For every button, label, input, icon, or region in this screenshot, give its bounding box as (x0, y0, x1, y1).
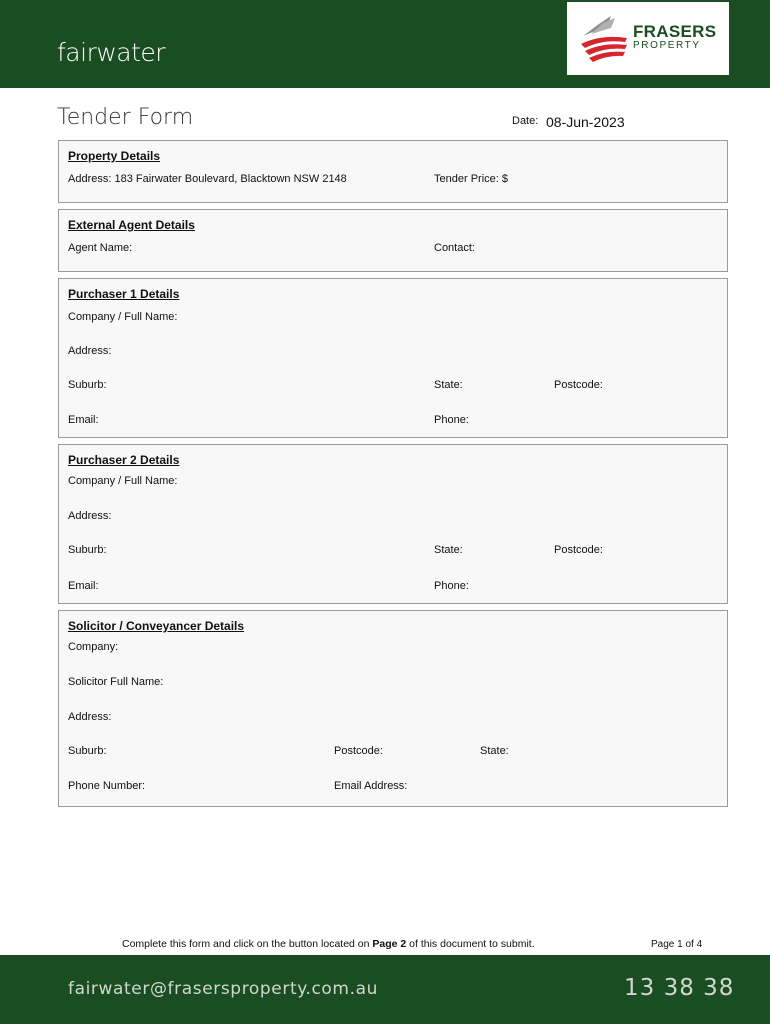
section-title: External Agent Details (68, 218, 195, 232)
page-title: Tender Form (57, 105, 194, 130)
purchaser-2-suburb-field[interactable]: Suburb: (68, 544, 107, 556)
purchaser-1-postcode-field[interactable]: Postcode: (554, 379, 603, 391)
purchaser-1-company-field[interactable]: Company / Full Name: (68, 311, 178, 323)
purchaser-1-state-field[interactable]: State: (434, 379, 463, 391)
purchaser-1-email-field[interactable]: Email: (68, 414, 99, 426)
frasers-logo (567, 2, 729, 75)
date-label: Date: (512, 115, 539, 127)
purchaser-2-phone-field[interactable]: Phone: (434, 580, 469, 592)
section-title: Purchaser 1 Details (68, 287, 180, 301)
solicitor-suburb-field[interactable]: Suburb: (68, 745, 107, 757)
purchaser-2-postcode-field[interactable]: Postcode: (554, 544, 603, 556)
tender-price-field[interactable]: Tender Price: $ (434, 173, 508, 185)
purchaser-1-phone-field[interactable]: Phone: (434, 414, 469, 426)
purchaser-2-company-field[interactable]: Company / Full Name: (68, 475, 178, 487)
solicitor-postcode-field[interactable]: Postcode: (334, 745, 383, 757)
purchaser-1-suburb-field[interactable]: Suburb: (68, 379, 107, 391)
solicitor-phone-field[interactable]: Phone Number: (68, 780, 146, 792)
purchaser-1-section (58, 278, 728, 438)
date-field[interactable]: 08-Jun-2023 (546, 114, 625, 130)
page-footer (0, 955, 770, 1024)
instruction-text: Complete this form and click on the button located on (122, 938, 373, 950)
property-address-field[interactable]: Address: 183 Fairwater Boulevard, Blacktown NSW 2148 (68, 173, 347, 185)
solicitor-email-field[interactable]: Email Address: (334, 780, 408, 792)
instruction-text-end: of this document to submit. (406, 938, 535, 950)
section-title: Property Details (68, 149, 161, 163)
section-title: Solicitor / Conveyancer Details (68, 619, 245, 633)
logo-name: FRASERS (633, 22, 717, 41)
solicitor-state-field[interactable]: State: (480, 745, 509, 757)
purchaser-1-address-field[interactable]: Address: (68, 345, 112, 357)
solicitor-address-field[interactable]: Address: (68, 711, 112, 723)
agent-details-section (58, 209, 728, 272)
instruction-page-ref: Page 2 (372, 938, 407, 950)
solicitor-full-name-field[interactable]: Solicitor Full Name: (68, 676, 164, 688)
contact-email: fairwater@frasersproperty.com.au (68, 979, 378, 999)
logo-subtitle: PROPERTY (633, 40, 701, 51)
solicitor-section (58, 610, 728, 807)
purchaser-2-state-field[interactable]: State: (434, 544, 463, 556)
property-details-section (58, 140, 728, 203)
fairwater-brand: fairwater (57, 38, 166, 67)
frasers-logo-mark-icon (581, 14, 629, 66)
purchaser-2-email-field[interactable]: Email: (68, 580, 99, 592)
purchaser-2-section (58, 444, 728, 604)
agent-name-field[interactable]: Agent Name: (68, 242, 133, 254)
page-header (0, 0, 770, 88)
solicitor-company-field[interactable]: Company: (68, 641, 119, 653)
purchaser-2-address-field[interactable]: Address: (68, 510, 112, 522)
submit-instruction (122, 938, 535, 950)
agent-contact-field[interactable]: Contact: (434, 242, 475, 254)
page-number: Page 1 of 4 (651, 939, 703, 950)
contact-phone: 13 38 38 (624, 975, 735, 1001)
section-title: Purchaser 2 Details (68, 453, 180, 467)
